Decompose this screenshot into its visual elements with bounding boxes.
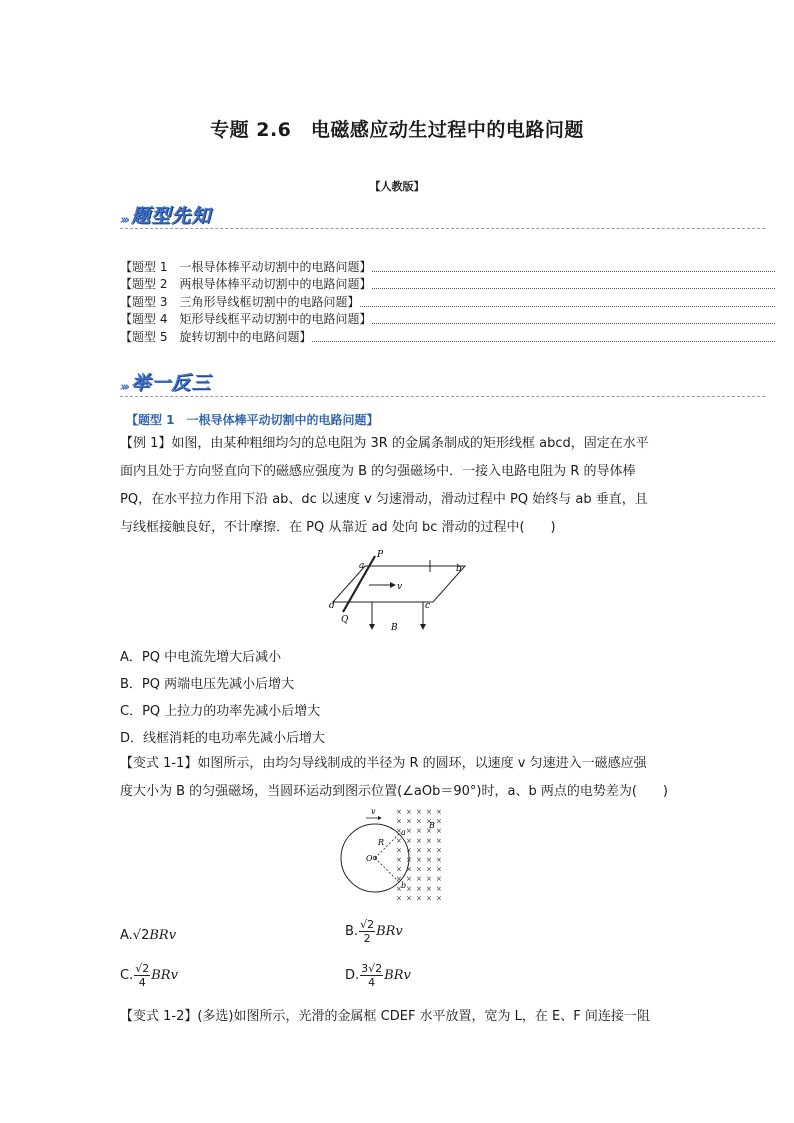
field-cross-icon: × xyxy=(406,827,412,836)
field-cross-icon: × xyxy=(416,865,422,874)
fraction-numerator: √2 xyxy=(135,962,150,975)
field-cross-icon: × xyxy=(416,827,422,836)
velocity-arrow-icon xyxy=(378,816,382,820)
option-expr: BRv xyxy=(149,928,177,943)
toc-item[interactable] xyxy=(120,275,775,293)
option-prefix: C. xyxy=(120,968,134,983)
field-cross-icon: × xyxy=(426,856,432,864)
velocity-arrow-icon xyxy=(390,582,396,588)
field-cross-icon: × xyxy=(396,865,402,874)
option-b[interactable]: B．PQ 两端电压先减小后增大 xyxy=(120,677,295,692)
field-cross-icon: × xyxy=(426,865,432,874)
toc-item-label: 【题型 4 矩形导线框平动切割中的电路问题】 xyxy=(120,312,372,326)
toc-leader xyxy=(312,341,775,342)
fraction xyxy=(359,918,375,945)
fraction xyxy=(134,962,150,989)
field-cross-icon: × xyxy=(396,894,402,903)
toc-leader xyxy=(372,323,775,324)
toc-item-label: 【题型 2 两根导体棒平动切割中的电路问题】 xyxy=(120,277,372,291)
field-cross-icon: × xyxy=(436,865,442,874)
field-cross-icon: × xyxy=(406,836,412,845)
label-d: d xyxy=(329,601,335,611)
option-expr: BRv xyxy=(376,924,403,939)
field-cross-icon: × xyxy=(436,827,442,836)
toc-item-label: 【题型 3 三角形导线框切割中的电路问题】 xyxy=(120,294,360,309)
label-b-field: B xyxy=(429,821,435,830)
field-cross-icon: × xyxy=(426,817,432,826)
fraction-denominator: 4 xyxy=(368,976,376,989)
banner-arrows-icon: ››› xyxy=(120,213,128,228)
field-cross-icon: × xyxy=(436,817,442,826)
field-cross-icon: × xyxy=(396,856,402,864)
field-cross-icon: × xyxy=(416,817,422,826)
example-1-question xyxy=(120,430,680,542)
field-cross-icon: × xyxy=(416,808,422,816)
banner-arrows-icon: ››› xyxy=(120,380,128,395)
text-line: 面内且处于方向竖直向下的磁感应强度为 B 的匀强磁场中．一接入电路电阻为 R 的导体棒 xyxy=(120,464,636,479)
field-cross-icon: × xyxy=(406,846,412,855)
toc-item[interactable] xyxy=(120,257,775,275)
option-expr: BRv xyxy=(384,968,411,983)
field-cross-icon: × xyxy=(416,884,422,893)
option-b[interactable] xyxy=(345,918,403,945)
divider xyxy=(120,396,765,397)
field-cross-icon: × xyxy=(436,808,442,816)
text-line: 【变式 1-2】(多选)如图所示，光滑的金属框 CDEF 水平放置，宽为 L，在 E、F 间连接一阻 xyxy=(120,1009,650,1024)
option-c[interactable] xyxy=(120,962,178,989)
banner-practice xyxy=(120,367,211,395)
text-line: 与线框接触良好，不计摩擦．在 PQ 从靠近 ad 处向 bc 滑动的过程中( ) xyxy=(120,520,556,535)
option-d[interactable] xyxy=(345,962,411,989)
option-prefix: A. xyxy=(120,928,133,943)
field-cross-icon: × xyxy=(416,846,422,855)
label-b: b xyxy=(456,564,462,574)
label-p: P xyxy=(377,550,384,560)
label-v: v xyxy=(397,582,403,592)
field-cross-icon: × xyxy=(406,894,412,903)
label-a: a xyxy=(401,828,406,837)
field-cross-icon: × xyxy=(406,865,412,874)
field-arrow-icon xyxy=(420,624,426,630)
field-cross-icon: × xyxy=(396,808,402,816)
field-cross-icon: × xyxy=(396,836,402,845)
toc-leader xyxy=(372,271,775,272)
field-arrow-icon xyxy=(369,624,375,630)
text-line: 【例 1】如图，由某种粗细均匀的总电阻为 3R 的金属条制成的矩形线框 abcd，固定在水平 xyxy=(120,436,649,451)
fraction-denominator: 2 xyxy=(363,932,371,945)
fraction xyxy=(360,962,383,989)
field-cross-icon: × xyxy=(416,856,422,864)
field-cross-icon: × xyxy=(406,817,412,826)
label-r: R xyxy=(378,838,385,847)
option-c[interactable]: C．PQ 上拉力的功率先减小后增大 xyxy=(120,704,321,719)
label-o: O xyxy=(366,854,373,863)
option-expr: BRv xyxy=(151,968,178,983)
field-cross-icon: × xyxy=(406,884,412,893)
section-heading: 【题型 1 一根导体棒平动切割中的电路问题】 xyxy=(126,413,379,427)
label-b: b xyxy=(401,881,407,890)
field-cross-icon: × xyxy=(396,875,402,884)
field-cross-icon: × xyxy=(436,875,442,884)
label-a: a xyxy=(359,561,365,571)
field-cross-icon: × xyxy=(436,856,442,864)
field-cross-icon: × xyxy=(396,827,402,836)
toc-leader xyxy=(372,288,775,289)
text-line: PQ，在水平拉力作用下沿 ab、dc 以速度 v 匀速滑动，滑动过程中 PQ 始终与 ab 垂直，且 xyxy=(120,492,648,507)
field-cross-icon: × xyxy=(426,808,432,816)
field-cross-icon: × xyxy=(426,827,432,836)
label-q: Q xyxy=(341,615,349,625)
example-1-figure xyxy=(325,550,470,635)
fraction-numerator: 3√2 xyxy=(361,962,383,975)
option-prefix: D. xyxy=(345,968,360,983)
field-cross-icon: × xyxy=(426,836,432,845)
field-cross-icon: × xyxy=(426,846,432,855)
edition-label: 【人教版】 xyxy=(369,180,425,193)
option-root: √2 xyxy=(132,928,150,943)
variant-1-1-figure xyxy=(332,808,457,908)
field-cross-icon: × xyxy=(406,808,412,816)
divider xyxy=(120,228,765,229)
banner-title: 举一反三 xyxy=(131,372,212,394)
field-cross-icon: × xyxy=(436,884,442,893)
option-d[interactable]: D．线框消耗的电功率先减小后增大 xyxy=(120,731,326,746)
field-cross-icon: × xyxy=(416,836,422,845)
field-cross-icon: × xyxy=(426,884,432,893)
label-v: v xyxy=(371,808,376,816)
toc-item-label: 【题型 5 旋转切割中的电路问题】 xyxy=(120,329,312,344)
toc-item[interactable] xyxy=(120,327,775,345)
field-cross-icon: × xyxy=(396,846,402,855)
toc-item-label: 【题型 1 一根导体棒平动切割中的电路问题】 xyxy=(120,259,372,274)
field-cross-icon: × xyxy=(436,894,442,903)
field-cross-icon: × xyxy=(436,846,442,855)
page-title: 专题 2.6 电磁感应动生过程中的电路问题 xyxy=(210,119,584,141)
field-cross-icon: × xyxy=(406,856,412,864)
option-prefix: B. xyxy=(345,924,359,939)
fraction-numerator: √2 xyxy=(360,918,375,931)
toc-leader xyxy=(360,306,775,307)
banner-question-types xyxy=(120,200,211,228)
field-cross-icon: × xyxy=(426,894,432,903)
fraction-denominator: 4 xyxy=(138,976,146,989)
table-of-contents xyxy=(120,257,775,345)
field-cross-icon: × xyxy=(396,817,402,826)
label-b-field: B xyxy=(391,623,398,633)
field-cross-icon: × xyxy=(426,875,432,884)
field-cross-icon: × xyxy=(396,884,402,893)
toc-item[interactable] xyxy=(120,292,775,310)
option-a[interactable] xyxy=(120,928,176,943)
text-line: 度大小为 B 的匀强磁场，当圆环运动到图示位置(∠aOb＝90°)时，a、b 两点的电势差为( ) xyxy=(120,784,668,799)
field-cross-icon: × xyxy=(406,875,412,884)
toc-item[interactable] xyxy=(120,310,775,328)
variant-1-2-question xyxy=(120,1003,680,1031)
banner-title: 题型先知 xyxy=(131,205,212,227)
option-a[interactable]: A．PQ 中电流先增大后减小 xyxy=(120,650,282,665)
field-cross-icon: × xyxy=(416,875,422,884)
variant-1-1-question xyxy=(120,750,680,806)
field-cross-icon: × xyxy=(416,894,422,903)
field-cross-icon: × xyxy=(436,836,442,845)
text-line: 【变式 1-1】如图所示，由均匀导线制成的半径为 R 的圆环，以速度 v 匀速进入一磁感应强 xyxy=(120,756,647,771)
label-c: c xyxy=(425,601,431,611)
